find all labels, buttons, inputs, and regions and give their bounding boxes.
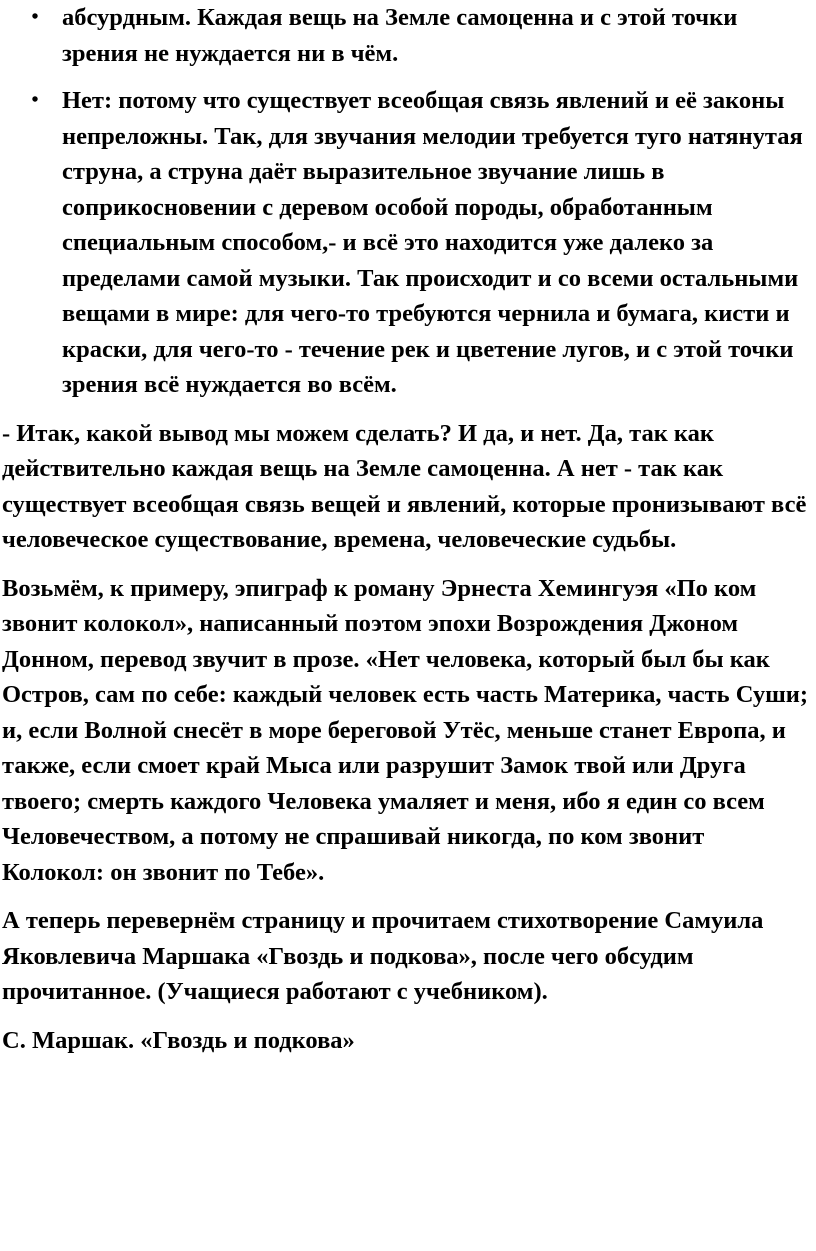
bullet-dot-icon: • (31, 6, 39, 28)
paragraph-marshak-intro: А теперь перевернём страницу и прочитаем стихотворение Самуила Яковлевича Маршака «Гвоздь и подкова», после чего обсудим прочитанное. (Учащиеся работают с учебником). (2, 907, 764, 1005)
bullet-item-no (0, 83, 816, 403)
bullet-text: абсурдным. Каждая вещь на Земле самоценна и с этой точки зрения не нуждается ни в чём. (62, 4, 738, 67)
paragraph-conclusion: - Итак, какой вывод мы можем сделать? И да, и нет. Да, так как действительно каждая вещь на Земле самоценна. А нет - так как существует всеобщая связь вещей и явлений, которые пронизывают всё человеческое существование, времена, человеческие судьбы. (2, 419, 807, 553)
paragraph-epigraph: Возьмём, к примеру, эпиграф к роману Эрнеста Хемингуэя «По ком звонит колокол», написанный поэтом эпохи Возрождения Джоном Донном, перевод звучит в прозе. «Нет человека, который был бы как Остров, сам по себе: каждый человек есть часть Материка, часть Суши; и, если Волной снесёт в море береговой Утёс, меньше станет Европа, и также, если смоет край Мыса или разрушит Замок твой или Друга твоего; смерть каждого Человека умаляет и меня, ибо я един со всем Человечеством, а потому не спрашивай никогда, по ком звонит Колокол: он звонит по Тебе». (2, 574, 809, 886)
bullet-list (0, 0, 816, 403)
paragraph-poem-title: С. Маршак. «Гвоздь и подкова» (2, 1026, 355, 1054)
bullet-text: Нет: потому что существует всеобщая связь явлений и её законы непреложны. Так, для звучания мелодии требуется туго натянутая струна, а струна даёт выразительное звучание лишь в соприкосновении с деревом особой породы, обработанным специальным способом,- и всё это находится уже далеко за пределами самой музыки. Так происходит и со всеми остальными вещами в мире: для чего-то требуются чернила и бумага, кисти и краски, для чего-то - течение рек и цветение лугов, и с этой точки зрения всё нуждается во всём. (62, 87, 803, 398)
bullet-item-absurd (0, 0, 816, 71)
bullet-dot-icon: • (31, 89, 39, 111)
